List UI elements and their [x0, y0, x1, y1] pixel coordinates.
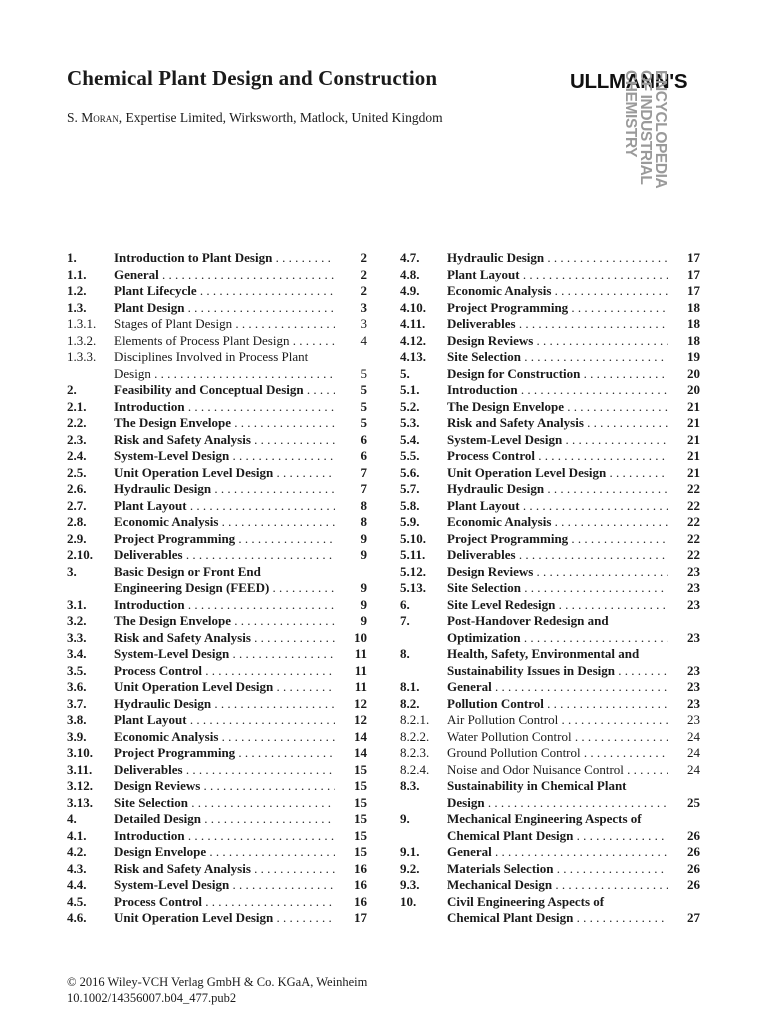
- toc-entry-title: Chemical Plant Design . . .: [447, 910, 668, 927]
- toc-entry-page: 6: [335, 448, 367, 465]
- toc-entry-title: Civil Engineering Aspects of: [447, 893, 605, 909]
- toc-entry-number: 8.2.3.: [400, 745, 430, 760]
- toc-entry-number: 1.1.: [67, 266, 87, 282]
- toc-entry-title: Plant Lifecycle . . .: [114, 283, 335, 300]
- toc-entry-page: 21: [668, 415, 700, 432]
- toc-entry-title: Plant Layout . . .: [447, 498, 668, 515]
- toc-entry-number: 1.3.: [67, 299, 87, 315]
- toc-entry-number: 5.12.: [400, 563, 426, 579]
- toc-entry-page: 16: [335, 861, 367, 878]
- toc-entry-page: 22: [668, 531, 700, 548]
- toc-entry-title: Materials Selection . . .: [447, 861, 668, 878]
- toc-entry-page: 3: [335, 316, 367, 333]
- toc-entry-page: 16: [335, 877, 367, 894]
- toc-entry-page: 17: [335, 910, 367, 927]
- toc-entry-title: Plant Layout . . .: [114, 712, 335, 729]
- footer: [67, 974, 367, 1006]
- toc-entry-title: Project Programming . . .: [114, 531, 335, 548]
- toc-entry-page: 23: [668, 564, 700, 581]
- toc-entry-number: 3.10.: [67, 745, 93, 760]
- logo-side-line-1: ENCYCLOPEDIA: [652, 70, 669, 189]
- toc-entry-title: Economic Analysis . . .: [447, 514, 668, 531]
- toc-entry-title: Feasibility and Conceptual Design . . .: [114, 382, 335, 399]
- toc-entry-page: 22: [668, 514, 700, 531]
- toc-entry-number: 3.12.: [67, 778, 93, 793]
- toc-entry-page: 20: [668, 382, 700, 399]
- toc-entry-title: Deliverables . . .: [447, 316, 668, 333]
- toc-entry-number: 8.1.: [400, 679, 420, 694]
- toc-entry-title: Economic Analysis . . .: [114, 514, 335, 531]
- toc-entry-page: 26: [668, 877, 700, 894]
- toc-entry-title: Elements of Process Plant Design . . .: [114, 333, 335, 350]
- toc-entry-page: 2: [335, 283, 367, 300]
- toc-entry-number: 9.: [400, 811, 410, 826]
- toc-entry-page: 8: [335, 498, 367, 515]
- toc-entry-number: 8.3.: [400, 778, 420, 793]
- toc-entry-page: 26: [668, 861, 700, 878]
- toc-entry-number: 2.: [67, 382, 77, 397]
- toc-entry-number: 3.: [67, 563, 77, 579]
- toc-entry-page: 11: [335, 646, 367, 663]
- toc-entry-title: Plant Layout . . .: [447, 267, 668, 284]
- toc-entry-title: Noise and Odor Nuisance Control . . .: [447, 762, 668, 779]
- toc-entry-title: Site Level Redesign . . .: [447, 597, 668, 614]
- toc-entry-title: General . . .: [447, 844, 668, 861]
- toc-entry-number: 4.9.: [400, 283, 420, 298]
- toc-entry-title: Design Reviews . . .: [447, 564, 668, 581]
- toc-entry-title: Process Control . . .: [447, 448, 668, 465]
- toc-entry-title: Deliverables . . .: [447, 547, 668, 564]
- toc-entry-number: 2.9.: [67, 530, 87, 546]
- toc-entry-page: 21: [668, 465, 700, 482]
- toc-entry-title: Introduction to Plant Design . . .: [114, 250, 335, 267]
- toc-entry-page: 16: [335, 894, 367, 911]
- toc-entry-title: Site Selection . . .: [447, 580, 668, 597]
- toc-entry-number: 3.9.: [67, 728, 87, 744]
- toc-entry-number: 10.: [400, 893, 417, 909]
- toc-entry-title: Economic Analysis . . .: [447, 283, 668, 300]
- toc-entry-page: 12: [335, 696, 367, 713]
- toc-entry-page: 9: [335, 580, 367, 597]
- toc-entry-title: Unit Operation Level Design . . .: [114, 465, 335, 482]
- toc-entry-title: Air Pollution Control . . .: [447, 712, 668, 729]
- toc-entry-page: 8: [335, 514, 367, 531]
- toc-entry-title: System-Level Design . . .: [447, 432, 668, 449]
- toc-entry-title: Engineering Design (FEED) . . .: [114, 580, 335, 597]
- toc-entry-title: Post-Handover Redesign and: [447, 613, 609, 628]
- article-title: Chemical Plant Design and Construction: [67, 66, 438, 90]
- toc-entry-page: 23: [668, 679, 700, 696]
- toc-entry-title: Site Selection . . .: [114, 795, 335, 812]
- toc-entry-title: Sustainability Issues in Design . . .: [447, 663, 668, 680]
- toc-entry-title: Unit Operation Level Design . . .: [114, 679, 335, 696]
- toc-entry-number: 2.6.: [67, 481, 87, 496]
- toc-entry-title: Introduction . . .: [114, 828, 335, 845]
- toc-entry-number: 4.6.: [67, 910, 87, 925]
- toc-entry-page: 2: [335, 250, 367, 267]
- toc-entry-number: 5.3.: [400, 415, 420, 430]
- toc-entry-page: 5: [335, 366, 367, 383]
- toc-entry-title: Chemical Plant Design . . .: [447, 828, 668, 845]
- toc-entry-title: The Design Envelope . . .: [447, 399, 668, 416]
- toc-entry-title: Deliverables . . .: [114, 547, 335, 564]
- toc-entry-number: 5.13.: [400, 580, 426, 595]
- toc-entry-page: 4: [335, 333, 367, 350]
- toc-entry-number: 5.8.: [400, 497, 420, 513]
- author-affiliation: , Expertise Limited, Wirksworth, Matlock, United Kingdom: [118, 110, 443, 125]
- toc-entry-page: 15: [335, 828, 367, 845]
- toc-entry-page: 23: [668, 663, 700, 680]
- toc-entry-page: 20: [668, 366, 700, 383]
- toc-entry-title: The Design Envelope . . .: [114, 613, 335, 630]
- toc-entry-number: 2.8.: [67, 514, 87, 529]
- toc-entry-page: 2: [335, 267, 367, 284]
- toc-entry-title: Detailed Design . . .: [114, 811, 335, 828]
- toc-entry-number: 4.10.: [400, 299, 426, 315]
- toc-entry-number: 5.6.: [400, 464, 420, 480]
- toc-entry-number: 3.7.: [67, 695, 87, 711]
- toc-entry-page: 3: [335, 300, 367, 317]
- toc-entry-number: 4.7.: [400, 250, 420, 265]
- toc-entry-page: 15: [335, 795, 367, 812]
- toc-entry-title: Unit Operation Level Design . . .: [447, 465, 668, 482]
- toc-entry-title: Design Reviews . . .: [114, 778, 335, 795]
- toc-entry-page: 24: [668, 729, 700, 746]
- toc-entry-title: Design Reviews . . .: [447, 333, 668, 350]
- doi: 10.1002/14356007.b04_477.pub2: [67, 991, 237, 1005]
- toc-entry-title: Introduction . . .: [447, 382, 668, 399]
- toc-entry-page: 6: [335, 432, 367, 449]
- toc-entry-page: 14: [335, 745, 367, 762]
- toc-entry-number: 5.11.: [400, 547, 426, 562]
- toc-entry-number: 5.2.: [400, 398, 420, 414]
- toc-entry-title: Process Control . . .: [114, 894, 335, 911]
- toc-entry-page: 21: [668, 448, 700, 465]
- toc-entry-title: Risk and Safety Analysis . . .: [447, 415, 668, 432]
- toc-entry-number: 5.4.: [400, 431, 420, 447]
- toc-entry-title: Plant Layout . . .: [114, 498, 335, 515]
- toc-entry-page: 21: [668, 399, 700, 416]
- toc-entry-number: 3.2.: [67, 613, 87, 628]
- toc-entry-number: 2.7.: [67, 497, 87, 513]
- toc-entry-title: System-Level Design . . .: [114, 877, 335, 894]
- toc-entry-number: 5.9.: [400, 514, 420, 529]
- toc-entry-number: 2.10.: [67, 547, 93, 562]
- toc-entry-title: System-Level Design . . .: [114, 646, 335, 663]
- toc-entry-number: 4.13.: [400, 349, 426, 364]
- toc-entry-page: 23: [668, 630, 700, 647]
- toc-entry-number: 5.10.: [400, 530, 426, 546]
- toc-entry-number: 3.3.: [67, 629, 87, 645]
- toc-entry-title: Introduction . . .: [114, 399, 335, 416]
- toc-entry-number: 4.11.: [400, 316, 426, 331]
- toc-entry-number: 1.3.3.: [67, 349, 97, 364]
- logo-side-line-2: OF INDUSTRIAL: [637, 70, 654, 185]
- toc-entry-page: 26: [668, 828, 700, 845]
- toc-entry-page: 26: [668, 844, 700, 861]
- toc-entry-number: 1.: [67, 250, 77, 265]
- toc-entry-number: 4.: [67, 811, 77, 826]
- toc-entry-title: Risk and Safety Analysis . . .: [114, 630, 335, 647]
- toc-entry-page: 11: [335, 679, 367, 696]
- toc-entry-number: 3.4.: [67, 646, 87, 661]
- toc-entry-number: 5.: [400, 365, 410, 381]
- logo-wordmark: ULLMANN'S: [570, 70, 688, 93]
- toc-entry-number: 2.1.: [67, 398, 87, 414]
- toc-entry-title: Hydraulic Design . . .: [114, 696, 335, 713]
- toc-entry-number: 9.3.: [400, 877, 420, 892]
- toc-entry-title: Project Programming . . .: [447, 300, 668, 317]
- toc-entry-number: 4.1.: [67, 827, 87, 843]
- toc-entry-number: 8.2.4.: [400, 761, 430, 777]
- toc-entry-page: 21: [668, 432, 700, 449]
- toc-entry-number: 4.12.: [400, 332, 426, 348]
- toc-entry-page: 17: [668, 267, 700, 284]
- toc-entry-page: 17: [668, 250, 700, 267]
- toc-entry-number: 4.5.: [67, 893, 87, 909]
- toc-entry-page: 9: [335, 613, 367, 630]
- toc-entry-page: 10: [335, 630, 367, 647]
- author-line: [67, 110, 443, 126]
- toc-entry-page: 5: [335, 399, 367, 416]
- toc-entry-number: 3.5.: [67, 662, 87, 678]
- toc-entry-number: 3.11.: [67, 761, 93, 777]
- toc-entry-number: 1.2.: [67, 283, 87, 298]
- toc-entry-title: Design . . .: [114, 366, 335, 383]
- toc-entry-page: 23: [668, 712, 700, 729]
- toc-entry-page: 24: [668, 745, 700, 762]
- toc-entry-title: Hydraulic Design . . .: [114, 481, 335, 498]
- toc-entry-number: 3.13.: [67, 794, 93, 810]
- toc-entry-number: 1.3.1.: [67, 316, 97, 331]
- toc-entry-title: Hydraulic Design . . .: [447, 250, 668, 267]
- toc-entry-number: 3.1.: [67, 596, 87, 612]
- toc-entry-page: 27: [668, 910, 700, 927]
- toc-entry-page: 15: [335, 762, 367, 779]
- toc-entry-number: 8.2.2.: [400, 728, 430, 744]
- toc-entry-page: 9: [335, 597, 367, 614]
- toc-entry-title: Design Envelope . . .: [114, 844, 335, 861]
- author-name: S. Moran: [67, 110, 119, 125]
- toc-entry-title: General . . .: [447, 679, 668, 696]
- toc-entry-title: System-Level Design . . .: [114, 448, 335, 465]
- copyright-notice: © 2016 Wiley-VCH Verlag GmbH & Co. KGaA, Weinheim: [67, 975, 368, 989]
- toc-entry-title: Mechanical Engineering Aspects of: [447, 811, 642, 826]
- toc-entry-title: Economic Analysis . . .: [114, 729, 335, 746]
- toc-entry-page: 17: [668, 283, 700, 300]
- toc-entry-page: 9: [335, 547, 367, 564]
- toc-entry-title: Deliverables . . .: [114, 762, 335, 779]
- toc-entry-number: 3.6.: [67, 679, 87, 694]
- toc-entry-page: 25: [668, 795, 700, 812]
- toc-entry-title: Ground Pollution Control . . .: [447, 745, 668, 762]
- toc-entry-title: Risk and Safety Analysis . . .: [114, 432, 335, 449]
- toc-entry-title: Site Selection . . .: [447, 349, 668, 366]
- toc-entry-page: 11: [335, 663, 367, 680]
- toc-entry-page: 9: [335, 531, 367, 548]
- toc-entry-title: Disciplines Involved in Process Plant: [114, 349, 309, 364]
- toc-entry-title: General . . .: [114, 267, 335, 284]
- toc-entry-page: 18: [668, 316, 700, 333]
- toc-entry-page: 14: [335, 729, 367, 746]
- toc-entry-title: Plant Design . . .: [114, 300, 335, 317]
- toc-entry-title: The Design Envelope . . .: [114, 415, 335, 432]
- toc-entry-page: 15: [335, 844, 367, 861]
- toc-entry-page: 18: [668, 300, 700, 317]
- toc-entry-page: 23: [668, 696, 700, 713]
- toc-entry-number: 2.3.: [67, 431, 87, 447]
- toc-entry-number: 6.: [400, 596, 410, 612]
- toc-entry-number: 8.2.1.: [400, 712, 430, 727]
- toc-entry-number: 2.2.: [67, 415, 87, 430]
- toc-entry-page: 22: [668, 547, 700, 564]
- toc-entry-page: 12: [335, 712, 367, 729]
- toc-entry-title: Unit Operation Level Design . . .: [114, 910, 335, 927]
- toc-entry-title: Project Programming . . .: [447, 531, 668, 548]
- logo-side-line-3: CHEMISTRY: [622, 70, 639, 158]
- toc-entry-page: 18: [668, 333, 700, 350]
- toc-entry-page: 22: [668, 481, 700, 498]
- toc-entry-title: Mechanical Design . . .: [447, 877, 668, 894]
- toc-entry-number: 4.4.: [67, 877, 87, 892]
- toc-entry-title: Water Pollution Control . . .: [447, 729, 668, 746]
- toc-entry-number: 5.5.: [400, 448, 420, 463]
- toc-entry-page: 15: [335, 778, 367, 795]
- toc-entry-title: Stages of Plant Design . . .: [114, 316, 335, 333]
- toc-entry-title: Process Control . . .: [114, 663, 335, 680]
- toc-entry-title: Design . . .: [447, 795, 668, 812]
- toc-entry-page: 15: [335, 811, 367, 828]
- toc-entry-title: Pollution Control . . .: [447, 696, 668, 713]
- toc-entry-title: Basic Design or Front End: [114, 563, 261, 579]
- toc-entry-number: 8.: [400, 646, 410, 661]
- toc-entry-number: 9.1.: [400, 844, 420, 859]
- toc-entry-number: 5.7.: [400, 481, 420, 496]
- toc-entry-number: 4.3.: [67, 860, 87, 876]
- toc-entry-number: 2.5.: [67, 464, 87, 480]
- toc-entry-title: Introduction . . .: [114, 597, 335, 614]
- toc-entry-number: 4.8.: [400, 266, 420, 282]
- toc-entry-page: 19: [668, 349, 700, 366]
- toc-entry-page: 7: [335, 481, 367, 498]
- toc-entry-number: 2.4.: [67, 448, 87, 463]
- toc-entry-title: Health, Safety, Environmental and: [447, 646, 640, 661]
- toc-entry-title: Project Programming . . .: [114, 745, 335, 762]
- toc-entry-number: 3.8.: [67, 712, 87, 727]
- toc-entry-title: Hydraulic Design . . .: [447, 481, 668, 498]
- toc-entry-number: 4.2.: [67, 844, 87, 859]
- toc-entry-page: 7: [335, 465, 367, 482]
- toc-entry-page: 5: [335, 415, 367, 432]
- toc-entry-number: 5.1.: [400, 382, 420, 397]
- ullmanns-logo: [570, 70, 710, 205]
- toc-entry-number: 9.2.: [400, 860, 420, 876]
- toc-entry-title: Optimization . . .: [447, 630, 668, 647]
- toc-entry-page: 24: [668, 762, 700, 779]
- toc-entry-title: Design for Construction . . .: [447, 366, 668, 383]
- toc-entry-page: 5: [335, 382, 367, 399]
- toc-entry-number: 8.2.: [400, 695, 420, 711]
- toc-entry-page: 23: [668, 580, 700, 597]
- toc-entry-title: Sustainability in Chemical Plant: [447, 778, 627, 793]
- toc-entry-page: 23: [668, 597, 700, 614]
- toc-entry-number: 1.3.2.: [67, 332, 97, 348]
- toc-entry-number: 7.: [400, 613, 410, 628]
- toc-entry-page: 22: [668, 498, 700, 515]
- toc-entry-title: Risk and Safety Analysis . . .: [114, 861, 335, 878]
